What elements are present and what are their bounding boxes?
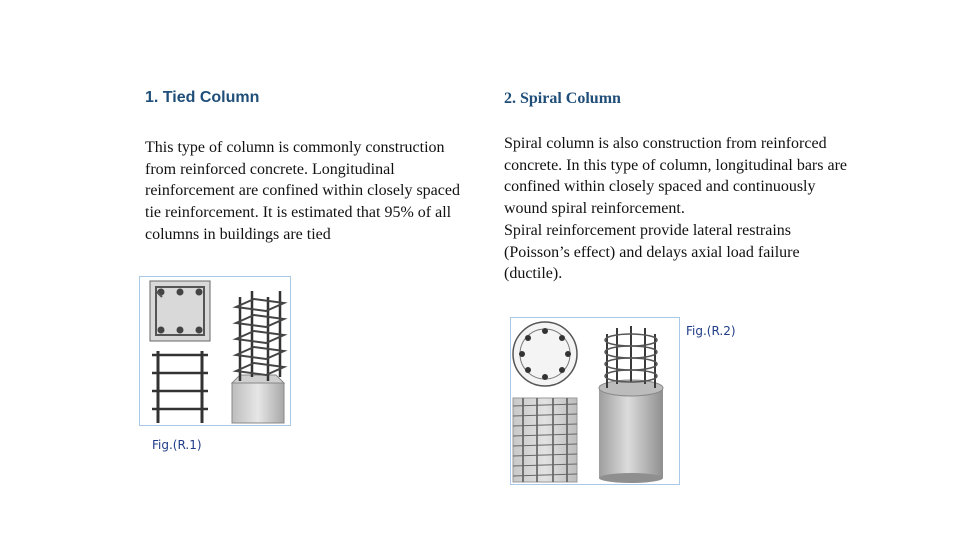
spiral-description-part-1: Spiral column is also construction from reinforced concrete. In this type of column, longitudinal bars are confined within closely spaced and continuously wound spiral reinforcement. xyxy=(504,135,848,218)
spiral-column-figure xyxy=(510,317,680,485)
tied-ladder-view xyxy=(152,351,208,423)
spiral-description-part-2: Spiral reinforcement provide lateral restrains (Poisson’s effect) and delays axial load failure (ductile). xyxy=(504,221,800,283)
spiral-column-heading: 2. Spiral Column xyxy=(504,90,621,107)
tied-column-figure xyxy=(139,276,291,426)
tied-figure-caption: Fig.(R.1) xyxy=(152,438,202,452)
tied-column-heading: 1. Tied Column xyxy=(145,89,260,106)
spiral-cross-section xyxy=(513,322,577,386)
tied-column-description: This type of column is commonly construction from reinforced concrete. Longitudinal reinforcement are confined within closely spaced tie reinforcement. It is estimated that 95% of all columns in buildings are tied xyxy=(145,139,460,243)
tied-3d-column xyxy=(232,291,284,423)
tied-cross-section xyxy=(150,281,210,341)
spiral-column-description xyxy=(504,133,849,285)
spiral-column-illustration xyxy=(511,318,679,484)
spiral-3d-column xyxy=(599,326,663,483)
tied-column-illustration xyxy=(140,277,290,425)
spiral-figure-caption: Fig.(R.2) xyxy=(686,324,736,338)
spiral-elevation-view xyxy=(513,398,577,482)
